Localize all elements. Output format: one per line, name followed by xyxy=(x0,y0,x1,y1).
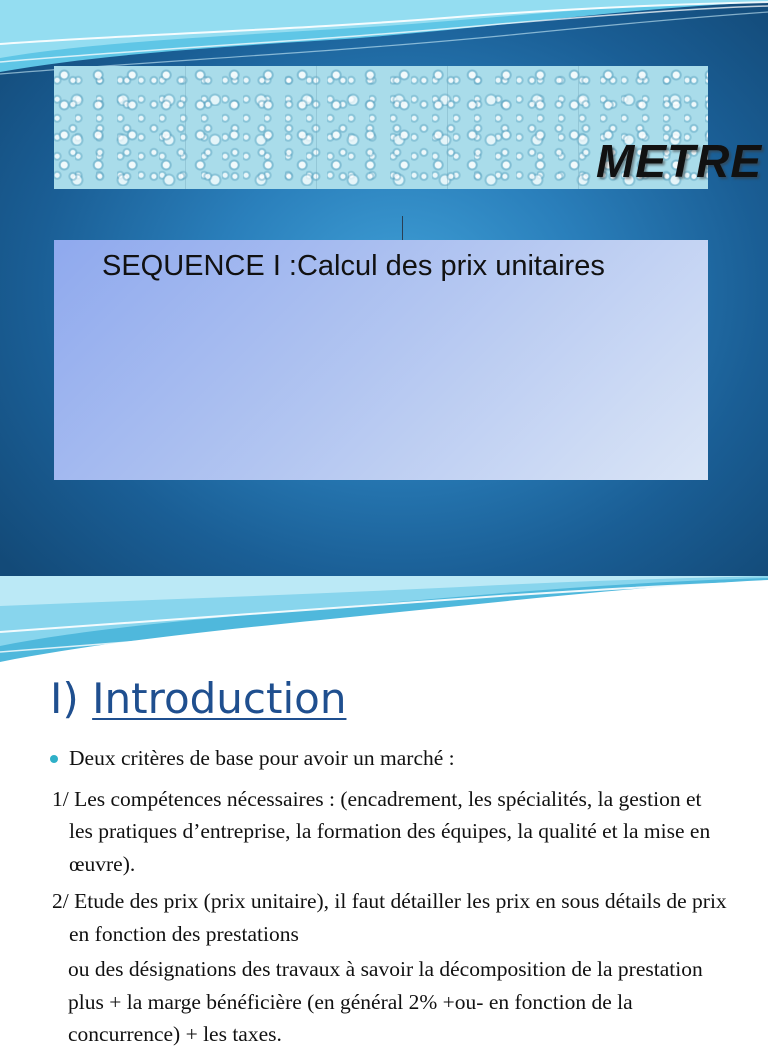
bullet-dot-icon xyxy=(50,755,58,763)
content-slide xyxy=(0,576,768,1046)
paragraph-etude-prix: 2/ Etude des prix (prix unitaire), il faut détailler les prix en sous détails de prix en fonction des prestations xyxy=(52,889,727,946)
section-number: I) xyxy=(50,674,93,723)
wave-decoration xyxy=(0,576,768,666)
section-title xyxy=(50,670,346,728)
bullet-text: Deux critères de base pour avoir un marché : xyxy=(69,746,455,770)
bullet-item xyxy=(0,742,768,775)
slide-subtitle: SEQUENCE I :Calcul des prix unitaires xyxy=(102,250,605,282)
slide-body xyxy=(0,742,768,1051)
section-heading: Introduction xyxy=(92,674,347,723)
paragraph-competences: 1/ Les compétences nécessaires : (encadrement, les spécialités, la gestion et les pratiques d’entreprise, la formation des équipes, la qualité et la mise en œuvre). xyxy=(52,786,711,876)
subtitle-box[interactable] xyxy=(54,240,708,480)
slide-title: METRE xyxy=(596,135,762,187)
paragraph-designations: ou des désignations des travaux à savoir la décomposition de la prestation plus + la marge bénéficière (en général 2% +ou- en fonction de la concurrence) + les taxes. xyxy=(68,957,703,1046)
